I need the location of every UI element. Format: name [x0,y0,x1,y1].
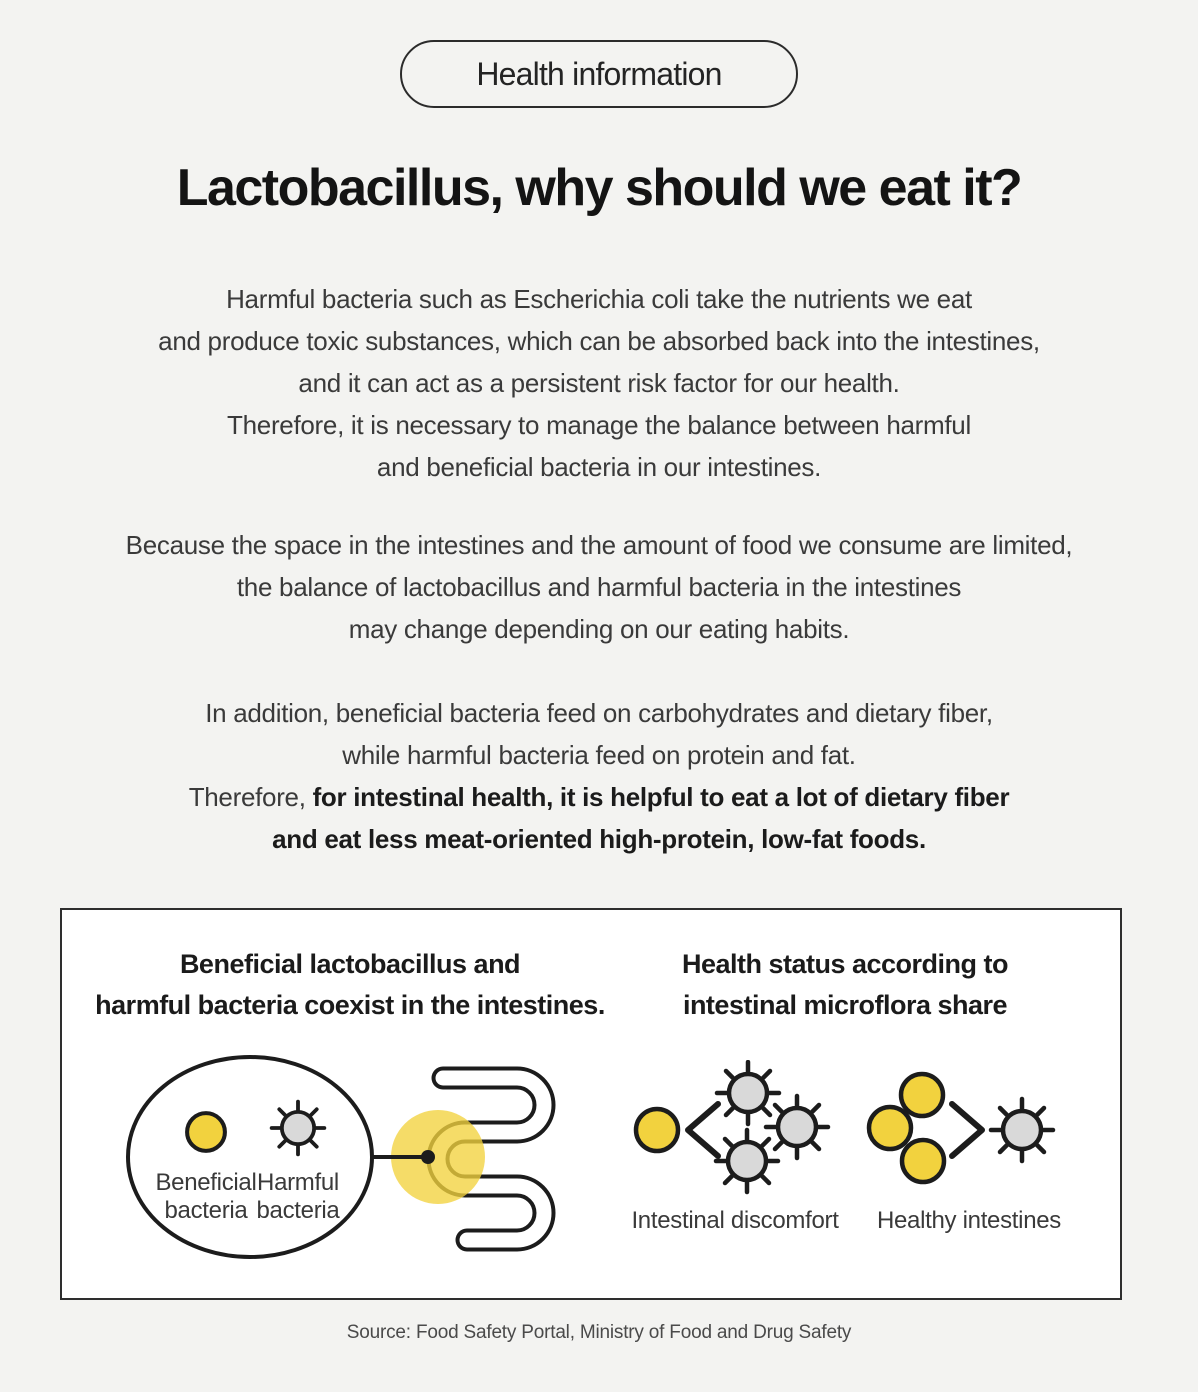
text-line: and produce toxic substances, which can be absorbed back into the intestines, [158,326,1040,356]
text-line: Harmful bacteria such as Escherichia coli take the nutrients we eat [226,284,972,314]
badge-label: Health information [476,55,722,92]
beneficial-bacteria-icon [187,1113,225,1151]
diet-paragraph [0,692,1198,860]
text-line: intestinal microflora share [682,990,1008,1020]
discomfort-group [631,1062,839,1234]
text-line: In addition, beneficial bacteria feed on carbohydrates and dietary fiber, [205,698,993,728]
intestine-coexist-illustration [65,1048,610,1278]
healthy-label: Healthy intestines [876,1207,1062,1234]
harmful-bacteria-icon [272,1102,325,1155]
connector-dot [421,1150,435,1164]
text-line [0,818,1198,860]
text-line [0,776,1198,818]
harmful-bacteria-label: Harmful [257,1169,339,1196]
discomfort-label: Intestinal discomfort [631,1207,839,1234]
harmful-bacteria-icon [716,1130,778,1192]
beneficial-bacteria-label: bacteria [164,1197,248,1224]
beneficial-bacteria-icon [901,1074,943,1116]
left-panel-heading [80,944,620,1026]
page-title: Lactobacillus, why should we eat it? [176,159,1022,217]
harmful-bacteria-icon [766,1096,828,1158]
beneficial-bacteria-icon [902,1140,944,1182]
text-segment: Therefore, [188,782,313,812]
intestine-ellipse-outline [128,1057,372,1257]
balance-paragraph [0,524,1198,650]
right-panel-heading [640,944,1050,1026]
text-line: harmful bacteria coexist in the intestines. [95,990,605,1020]
intro-paragraph [0,278,1198,488]
beneficial-bacteria-icon [636,1109,678,1151]
harmful-bacteria-label: bacteria [256,1197,340,1224]
less-than-icon [688,1104,718,1156]
harmful-bacteria-icon [717,1062,779,1124]
text-line: the balance of lactobacillus and harmful bacteria in the intestines [236,572,962,602]
text-line: Therefore, it is necessary to manage the balance between harmful [227,410,971,440]
healthy-group [869,1074,1061,1234]
bold-text-segment: for intestinal health, it is helpful to eat a lot of dietary fiber [312,782,1010,812]
beneficial-bacteria-icon [869,1107,911,1149]
source-attribution: Source: Food Safety Portal, Ministry of Food and Drug Safety [346,1322,852,1343]
text-line: while harmful bacteria feed on protein and fat. [342,740,856,770]
text-line: Health status according to [681,949,1009,979]
text-line: and beneficial bacteria in our intestines. [376,452,822,482]
health-information-badge [400,40,798,108]
microflora-share-illustration [630,1060,1110,1245]
text-line: may change depending on our eating habits. [348,614,850,644]
bold-text-segment: and eat less meat-oriented high-protein, low-fat foods. [272,824,926,854]
beneficial-bacteria-label: Beneficial [155,1169,257,1196]
greater-than-icon [952,1104,982,1156]
harmful-bacteria-icon [991,1099,1053,1161]
text-line: Beneficial lactobacillus and [179,949,521,979]
text-line: Because the space in the intestines and the amount of food we consume are limited, [125,530,1073,560]
text-line: and it can act as a persistent risk factor for our health. [298,368,900,398]
